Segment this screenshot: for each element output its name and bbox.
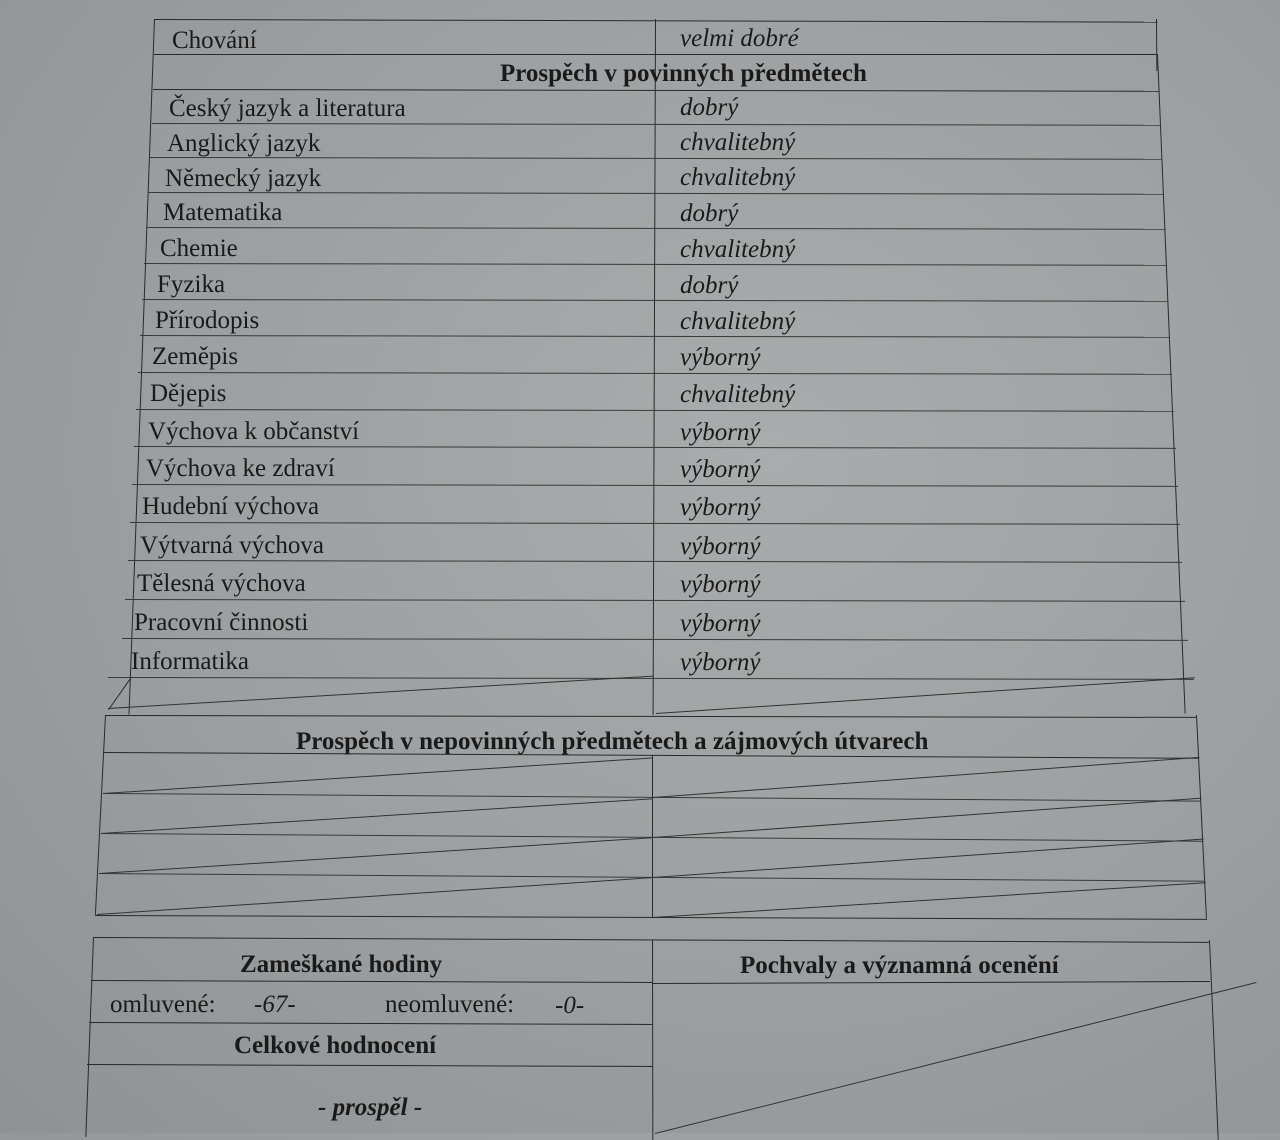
subject-grade: výborný xyxy=(680,494,761,521)
row-divider xyxy=(87,1064,653,1067)
row-divider xyxy=(148,192,1164,195)
row-divider xyxy=(125,599,1185,602)
table-right-border xyxy=(1157,54,1186,713)
row-divider xyxy=(91,980,653,983)
subject-name: Pracovní činnosti xyxy=(134,609,309,636)
row-divider xyxy=(134,446,1176,449)
overall-title: Celkové hodnocení xyxy=(234,1032,437,1059)
optional-section-title: Prospěch v nepovinných předmětech a zájmových útvarech xyxy=(296,728,929,755)
cancel-slash xyxy=(108,676,653,709)
subject-grade: chvalitebný xyxy=(680,308,796,335)
subject-name: Zeměpis xyxy=(152,343,239,370)
behavior-label: Chování xyxy=(172,27,257,54)
subject-grade: výborný xyxy=(680,344,761,371)
subject-grade: výborný xyxy=(680,456,761,483)
subject-name: Informatika xyxy=(131,648,250,675)
subject-name: Chemie xyxy=(160,235,238,262)
cancel-slash xyxy=(97,877,652,915)
row-divider xyxy=(89,1022,653,1025)
cancel-slash xyxy=(101,798,652,834)
cancel-slash xyxy=(103,758,652,794)
row-divider xyxy=(136,409,1174,412)
subject-name: Matematika xyxy=(163,199,283,226)
subject-grade: výborný xyxy=(680,533,761,560)
row-divider xyxy=(132,484,1178,487)
cancel-slash xyxy=(99,837,652,874)
table-right-border xyxy=(1196,715,1207,919)
row-divider xyxy=(153,89,1159,92)
subject-grade: výborný xyxy=(680,649,761,676)
subject-grade: výborný xyxy=(680,610,761,637)
behavior-value: velmi dobré xyxy=(680,25,799,52)
subject-name: Německý jazyk xyxy=(165,165,322,192)
row-divider xyxy=(128,560,1182,563)
row-divider xyxy=(652,981,1210,984)
row-divider xyxy=(154,54,1158,55)
bottom-box-middle-divider xyxy=(652,940,653,1140)
overall-result: - prospěl - xyxy=(318,1094,423,1121)
unexcused-label: neomluvené: xyxy=(385,991,515,1018)
subject-grade: chvalitebný xyxy=(680,164,796,191)
subject-grade: chvalitebný xyxy=(680,381,796,408)
row-divider xyxy=(130,522,1180,525)
subject-name: Výchova ke zdraví xyxy=(146,455,335,482)
subject-grade: chvalitebný xyxy=(680,129,796,156)
bottom-box-left-border xyxy=(85,937,94,1137)
cancel-slash xyxy=(653,798,1202,838)
subject-grade: výborný xyxy=(680,419,761,446)
mandatory-section-title: Prospěch v povinných předmětech xyxy=(500,60,867,87)
subject-name: Přírodopis xyxy=(155,307,260,334)
awards-title: Pochvaly a významná ocenění xyxy=(740,952,1059,979)
subject-name: Dějepis xyxy=(150,380,227,407)
unexcused-value: -0- xyxy=(555,992,585,1019)
cancel-slash xyxy=(653,838,1204,878)
subject-name: Tělesná výchova xyxy=(137,570,306,597)
table-bottom-border xyxy=(95,915,1207,920)
subject-name: Výtvarná výchova xyxy=(140,532,324,559)
row-divider xyxy=(138,372,1172,375)
subject-grade: výborný xyxy=(680,571,761,598)
row-divider xyxy=(150,157,1162,160)
subject-name: Český jazyk a literatura xyxy=(169,95,406,122)
subject-name: Hudební výchova xyxy=(142,493,320,520)
subject-name: Výchova k občanství xyxy=(148,418,360,445)
subject-name: Fyzika xyxy=(157,271,226,298)
bottom-box-right-border xyxy=(1209,940,1219,1140)
subject-name: Anglický jazyk xyxy=(167,130,321,157)
row-divider xyxy=(108,677,1194,680)
cancel-slash xyxy=(655,982,1257,1134)
subject-grade: dobrý xyxy=(680,272,739,299)
row-divider xyxy=(146,227,1166,230)
excused-value: -67- xyxy=(254,991,296,1018)
subject-grade: dobrý xyxy=(680,94,739,121)
section-divider xyxy=(105,715,1197,718)
table-left-border xyxy=(95,715,106,915)
row-divider xyxy=(152,123,1160,126)
row-divider xyxy=(140,335,1170,338)
absences-title: Zameškané hodiny xyxy=(240,951,443,978)
cancel-slash xyxy=(653,757,1200,798)
row-divider xyxy=(122,638,1188,641)
cancel-slash xyxy=(656,677,1195,714)
bottom-box-top-border xyxy=(93,937,1209,943)
subject-grade: dobrý xyxy=(680,200,739,227)
subject-grade: chvalitebný xyxy=(680,236,796,263)
cancel-slash xyxy=(653,882,1206,918)
excused-label: omluvené: xyxy=(110,991,216,1018)
